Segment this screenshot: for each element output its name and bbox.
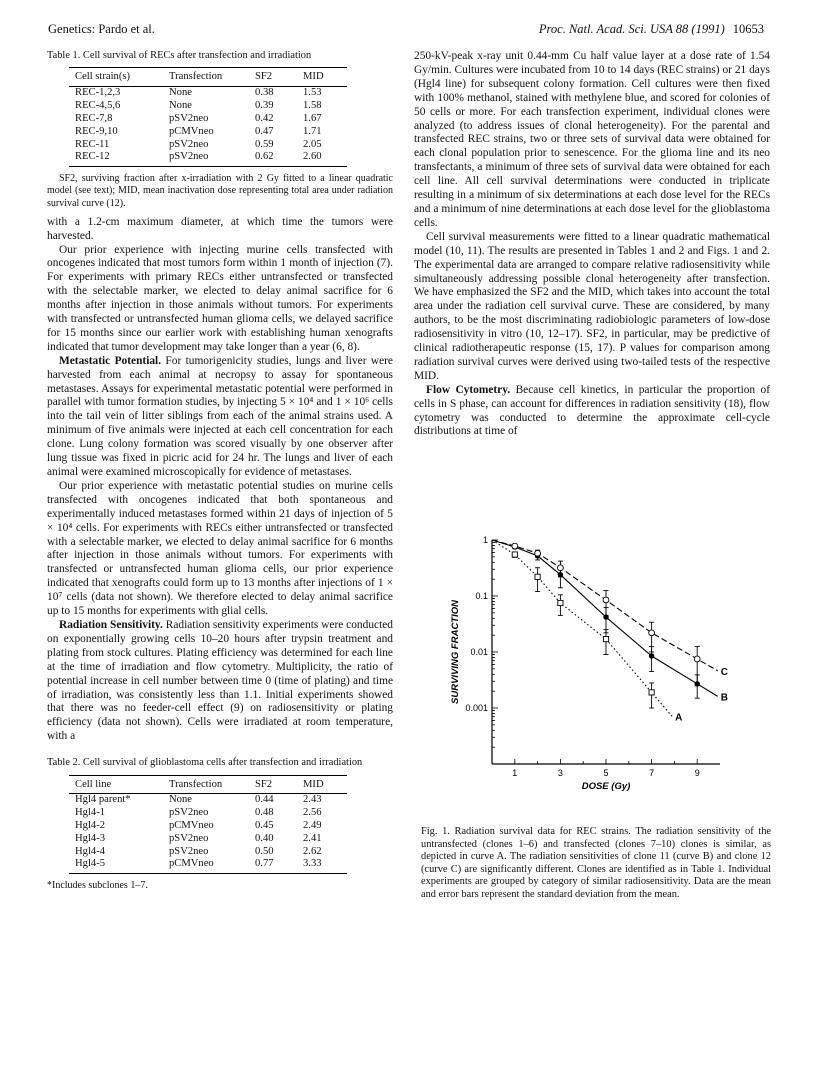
figure-1 bbox=[420, 532, 760, 802]
y-tick-label: 1 bbox=[482, 535, 488, 545]
table2-caption: Table 2. Cell survival of glioblastoma cells after transfection and irradiation bbox=[47, 757, 363, 769]
table2-footnote: *Includes subclones 1–7. bbox=[47, 880, 148, 892]
x-tick-label: 3 bbox=[557, 768, 563, 778]
table2-cell: pSV2neo bbox=[169, 807, 209, 819]
table1-cell: REC-1,2,3 bbox=[75, 87, 121, 99]
table2-cell: 2.41 bbox=[303, 832, 322, 844]
data-point-c bbox=[649, 630, 655, 636]
curve-c-line bbox=[492, 540, 718, 671]
table1-cell: REC-4,5,6 bbox=[75, 100, 121, 112]
table2-row bbox=[69, 794, 347, 807]
table1-col-header: Cell strain(s) bbox=[69, 68, 163, 87]
table1-cell: None bbox=[169, 87, 192, 99]
table1-row bbox=[69, 87, 347, 100]
data-point-a bbox=[603, 636, 608, 641]
table2-cell: Hgl4 parent* bbox=[75, 794, 131, 806]
table2-cell: 0.45 bbox=[255, 820, 274, 832]
data-point-c bbox=[512, 543, 518, 549]
table1-cell: 0.39 bbox=[255, 100, 274, 112]
table1-row bbox=[69, 126, 347, 139]
table1-cell: REC-11 bbox=[75, 138, 110, 150]
table2-cell: Hgl4-5 bbox=[69, 858, 163, 873]
table2-cell: 0.40 bbox=[255, 832, 274, 844]
y-tick-label: 0.01 bbox=[470, 647, 488, 657]
table1 bbox=[69, 67, 347, 167]
table1-cell: None bbox=[169, 100, 192, 112]
table1-cell: 2.05 bbox=[303, 138, 322, 150]
table2-col-header: Transfection bbox=[163, 775, 249, 794]
table2-cell: 0.44 bbox=[255, 794, 274, 806]
right-column bbox=[414, 50, 770, 439]
paragraph-text: Radiation sensitivity experiments were conducted on exponentially growing cells 10–20 hours after trypsin treatment and plating from stock cultures. Plating efficiency was determined for each line at the time of irradiation and flow cytometry. Multiplicity, the ratio of potential increase in cell number between time 0 (time of plating) and time of irradiation, was consistently less than 1.1. Initial experiments showed that there was no feeder-cell effect (9) on radiosensitivity or plating efficiency (data not shown). Cells were irradiated at room temperature, with a bbox=[47, 618, 393, 743]
table2-cell: pCMVneo bbox=[169, 820, 214, 832]
run-in-heading: Flow Cytometry. bbox=[426, 383, 511, 396]
table1-cell: 0.42 bbox=[255, 112, 274, 124]
table2-cell: 0.77 bbox=[249, 858, 297, 873]
table1-cell: 1.67 bbox=[303, 112, 322, 124]
data-point-a bbox=[535, 574, 540, 579]
table2-row bbox=[69, 833, 347, 846]
table1-cell: 0.38 bbox=[255, 87, 274, 99]
table2-cell: Hgl4-2 bbox=[75, 820, 106, 832]
table2-cell: 2.56 bbox=[303, 807, 322, 819]
table1-row bbox=[69, 113, 347, 126]
table2 bbox=[69, 775, 347, 875]
table1-cell: 0.47 bbox=[255, 125, 274, 137]
table1-cell: 1.71 bbox=[303, 125, 322, 137]
table2-cell: Hgl4-4 bbox=[75, 845, 106, 857]
table1-note: SF2, surviving fraction after x-irradiation with 2 Gy fitted to a linear quadratic model (see text); MID, mean inactivation dose representing total area under radiation survival curve (12). bbox=[47, 173, 393, 209]
table2-cell: Hgl4-3 bbox=[75, 832, 106, 844]
table1-row bbox=[69, 151, 347, 166]
body-paragraph bbox=[47, 355, 393, 480]
table2-cell: 2.49 bbox=[303, 820, 322, 832]
table1-cell: 2.60 bbox=[297, 151, 347, 166]
curve-c-label: C bbox=[720, 666, 728, 678]
table1-cell: 0.59 bbox=[255, 138, 274, 150]
data-point-a bbox=[558, 600, 563, 605]
table1-cell: REC-12 bbox=[69, 151, 163, 166]
body-paragraph: Our prior experience with metastatic potential studies on murine cells transfected with oncogenes indicated that both spontaneous and experimentally induced metastases formed within 21 days of injection of 5 × 10⁴ cells. For experiments with RECs either untransfected or transfected with a selectable marker, we elected to delay animal sacrifice for 6 months after injection in those animals without tumors. For experiments with transfected or untransfected human glioma cells, our prior experience indicated that xenografts could form up to 13 months after injections of 1 × 10⁷ cells (data not shown). We therefore elected to delay animal sacrifice up to 15 months for experiments with glial cells. bbox=[47, 479, 393, 618]
x-tick-label: 5 bbox=[603, 768, 609, 778]
data-point-c bbox=[535, 550, 541, 556]
curve-a-label: A bbox=[675, 712, 683, 724]
table1-cell: 1.53 bbox=[303, 87, 322, 99]
table1-cell: 0.62 bbox=[249, 151, 297, 166]
table2-cell: 2.62 bbox=[303, 845, 322, 857]
figure-caption: Fig. 1. Radiation survival data for REC strains. The radiation sensitivity of the untransfected (clones 1–6) and transfected (clones 7–10) clones is similar, as depicted in curve A. The radiation sensitivities of clone 11 (curve B) and clone 12 (curve C) are significantly different. Clones are identified as in Table 1. Individual experiments are grouped by category of similar radiosensitivity. Data are the mean and error bars represent the standard deviation from the mean. bbox=[421, 826, 771, 900]
data-point-c bbox=[558, 565, 564, 571]
table1-caption: Table 1. Cell survival of RECs after transfection and irradiation bbox=[47, 50, 312, 61]
body-paragraph: Our prior experience with injecting murine cells transfected with oncogenes indicated that most tumors form within 1 month of injection (7). For experiments with primary RECs either untransfected or transfected with the selectable marker, we elected to delay animal sacrifice for 6 months after injection in those animals without tumors. For experiments with transfected or untransfected human glioma cells, we delayed sacrifice for 15 months since our earlier work with establishing human xenografts indicated that tumor development may take longer than a year (6, 8). bbox=[47, 243, 393, 353]
table2-col-header: MID bbox=[297, 775, 347, 794]
run-in-heading: Radiation Sensitivity. bbox=[59, 618, 163, 631]
table2-header-row bbox=[69, 775, 347, 794]
table2-cell: pCMVneo bbox=[163, 858, 249, 873]
curve-b-label: B bbox=[720, 692, 728, 704]
x-tick-label: 1 bbox=[512, 768, 518, 778]
paragraph-text: For tumorigenicity studies, lungs and liver were harvested from each animal at necropsy to assay for spontaneous metastases. Assays for experimental metastatic potential were performed in parallel with tumor formation studies, by injecting 5 × 10⁴ and 1 × 10⁶ cells into the tail vein of litter siblings from each of the animal strains used. A minimum of five animals were injected at each cell concentration for each clone. Lung colony formation was scored visually by one observer after lung tissue was fixed in picric acid for 24 hr. The lungs and liver of each animal were examined microscopically for evidence of metastases. bbox=[47, 354, 393, 479]
table2-cell: Hgl4-1 bbox=[75, 807, 106, 819]
table1-cell: pCMVneo bbox=[169, 125, 214, 137]
table2-col-header: SF2 bbox=[249, 775, 297, 794]
paragraph-text: Because cell kinetics, in particular the proportion of cells in S phase, can account for differences in radiation sensitivity (18), flow cytometry was conducted to determine the approximate cell-cycle distributions at time of bbox=[414, 383, 771, 438]
table2-cell: 0.48 bbox=[255, 807, 274, 819]
survival-chart bbox=[420, 532, 760, 802]
table2-row bbox=[69, 807, 347, 820]
x-tick-label: 7 bbox=[649, 768, 655, 778]
journal-citation: Proc. Natl. Acad. Sci. USA 88 (1991) bbox=[538, 22, 725, 36]
table1-col-header: MID bbox=[297, 68, 347, 87]
table1-header-row bbox=[69, 68, 347, 87]
table1-col-header: Transfection bbox=[163, 68, 249, 87]
running-head-right bbox=[539, 22, 764, 37]
table2-col-header: Cell line bbox=[69, 775, 163, 794]
curve-a-line bbox=[492, 540, 672, 716]
table1-cell: REC-7,8 bbox=[75, 112, 113, 124]
data-point-c bbox=[694, 656, 700, 662]
left-column bbox=[47, 50, 393, 898]
table1-row bbox=[69, 139, 347, 152]
table2-row bbox=[69, 820, 347, 833]
data-point-a bbox=[512, 552, 517, 557]
page-number: 10653 bbox=[732, 22, 764, 36]
table2-cell: pSV2neo bbox=[169, 845, 209, 857]
table1-cell: pSV2neo bbox=[169, 138, 209, 150]
x-tick-label: 9 bbox=[694, 768, 700, 778]
table2-cell: None bbox=[169, 794, 192, 806]
run-in-heading: Metastatic Potential. bbox=[59, 354, 162, 367]
data-point-a bbox=[649, 690, 654, 695]
body-paragraph: with a 1.2-cm maximum diameter, at which time the tumors were harvested. bbox=[47, 215, 393, 242]
body-paragraph: 250-kV-peak x-ray unit 0.44-mm Cu half value layer at a dose rate of 1.54 Gy/min. Cultures were incubated from 10 to 14 days (REC strains) or 21 days (Hgl4 line) for subsequent colony formation. Cell cultures were then fixed with 100% methanol, stained with methylene blue, and scored for colonies of 50 cells or more. For each transfection experiment, individual clones were analyzed (to address issues of clonal heterogeneity). For the parental and transfected REC strains, two or three sets of survival data were obtained for each clonal population prior to senescence. For the glioma line and its neo transfectants, a minimum of three sets of survival data were obtained for each cell line. All cell survival determinations were conducted in triplicate resulting in a minimum of six determinations at each dose level for the RECs and a minimum of nine determinations at each dose level for the glioblastoma cells. bbox=[414, 50, 770, 229]
table2-cell: 2.43 bbox=[303, 794, 322, 806]
running-head-left: Genetics: Pardo et al. bbox=[48, 22, 155, 36]
table2-cell: pSV2neo bbox=[169, 832, 209, 844]
table2-row bbox=[69, 858, 347, 873]
y-tick-label: 0.1 bbox=[475, 591, 488, 601]
data-point-c bbox=[603, 597, 609, 603]
data-point-b bbox=[649, 653, 654, 658]
table2-cell: 0.50 bbox=[255, 845, 274, 857]
y-axis-label: SURVIVING FRACTION bbox=[450, 600, 461, 704]
table1-col-header: SF2 bbox=[249, 68, 297, 87]
table1-cell: 1.58 bbox=[303, 100, 322, 112]
y-tick-label: 0.001 bbox=[465, 703, 488, 713]
table2-cell: 3.33 bbox=[297, 858, 347, 873]
table1-cell: pSV2neo bbox=[169, 112, 209, 124]
body-paragraph: Cell survival measurements were fitted to a linear quadratic mathematical model (10, 11). The results are presented in Tables 1 and 2 and Figs. 1 and 2. The experimental data are arranged to compare relative radiosensitivity while simultaneously addressing possible clonal heterogeneity after transfection. We have emphasized the SF2 and the MID, which takes into account the total area under the radiation cell survival curve. These are considered, by many authors, to be the most discriminating radiobiologic parameters of low-dose radiosensitivity in vitro (10, 12–17). SF2, in particular, may be predictive of clinical radiotherapeutic response (15, 17). P values for comparison among radiation survival curves were derived using two-tailed tests of the respective MID. bbox=[414, 230, 770, 382]
body-paragraph bbox=[47, 619, 393, 744]
table1-row bbox=[69, 100, 347, 113]
table1-cell: pSV2neo bbox=[163, 151, 249, 166]
table1-cell: REC-9,10 bbox=[75, 125, 118, 137]
body-paragraph bbox=[414, 384, 770, 440]
table2-row bbox=[69, 846, 347, 859]
x-axis-label: DOSE (Gy) bbox=[581, 781, 631, 792]
